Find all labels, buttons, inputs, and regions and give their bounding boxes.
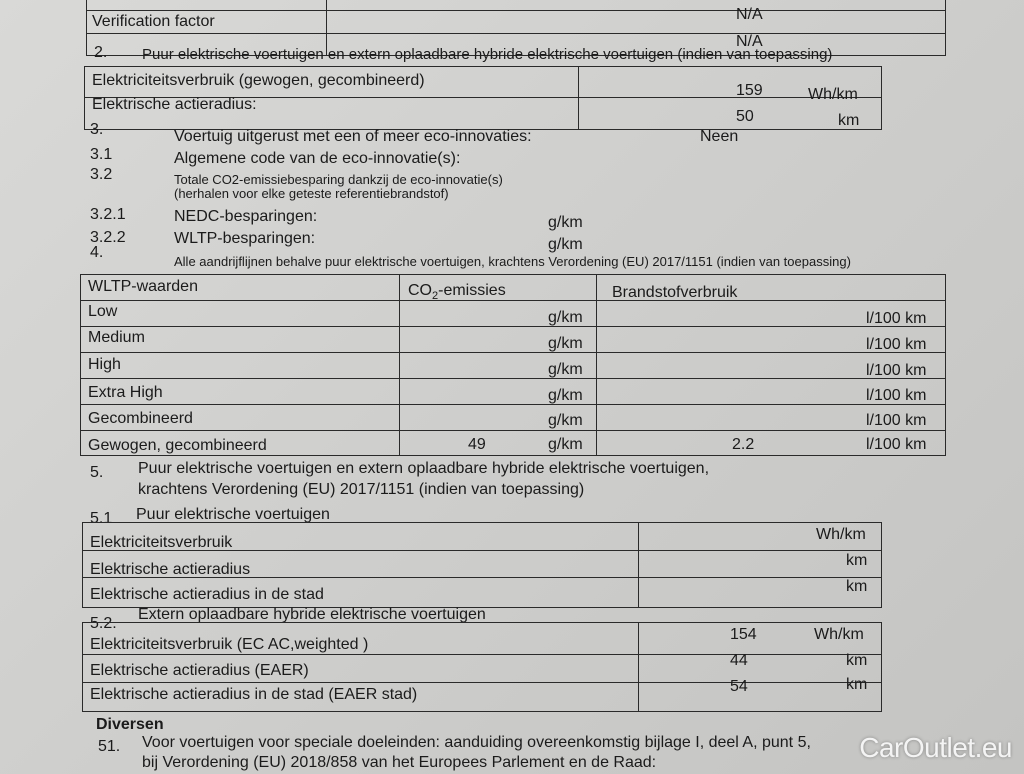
wltp-row-label: Gewogen, gecombineerd bbox=[88, 437, 267, 454]
section2-col-divider bbox=[578, 66, 579, 130]
section3-2-1-number: 3.2.1 bbox=[90, 206, 126, 223]
section5-1-heading: Puur elektrische voertuigen bbox=[136, 506, 330, 523]
phev-row-value: 54 bbox=[730, 678, 748, 695]
wltp-header-co2-sub: 2 bbox=[432, 290, 439, 303]
wltp-row-rule bbox=[80, 300, 946, 301]
wltp-row-co2-unit: g/km bbox=[548, 436, 583, 453]
pure-ev-row-label: Elektriciteitsverbruik bbox=[90, 534, 233, 551]
wltp-row-co2-unit: g/km bbox=[548, 361, 583, 378]
wltp-table-frame bbox=[80, 274, 946, 456]
top-table-row2-value: N/A bbox=[736, 33, 763, 50]
phev-row-unit: km bbox=[846, 652, 868, 669]
section3-2-1-unit: g/km bbox=[548, 214, 583, 231]
section4-heading: Alle aandrijflijnen behalve puur elektrische voertuigen, krachtens Verordening (EU) 2017/1151 (indien van toepassing) bbox=[174, 254, 851, 269]
wltp-header-co2 bbox=[408, 282, 506, 302]
pure-ev-row-unit: Wh/km bbox=[816, 526, 866, 543]
phev-row-unit: Wh/km bbox=[814, 626, 864, 643]
wltp-row-label: Gecombineerd bbox=[88, 410, 193, 427]
section2-row-label: Elektriciteitsverbruik (gewogen, gecombineerd) bbox=[92, 72, 425, 89]
section3-2-text2: (herhalen voor elke geteste referentiebrandstof) bbox=[174, 186, 449, 201]
verification-factor-label: Verification factor bbox=[92, 13, 215, 30]
wltp-row-co2-unit: g/km bbox=[548, 309, 583, 326]
section3-2-number: 3.2 bbox=[90, 166, 113, 183]
phev-row-label: Elektriciteitsverbruik (EC AC,weighted ) bbox=[90, 636, 369, 653]
diversen-heading: Diversen bbox=[96, 716, 164, 733]
wltp-col-divider bbox=[596, 274, 597, 456]
section3-2-2-text: WLTP-besparingen: bbox=[174, 230, 316, 247]
phev-row-rule bbox=[82, 682, 882, 683]
section2-row-label: Elektrische actieradius: bbox=[92, 96, 257, 113]
pure-ev-row-unit: km bbox=[846, 552, 868, 569]
phev-row-unit: km bbox=[846, 676, 868, 693]
pure-ev-col-divider bbox=[638, 522, 639, 608]
section2-row-value: 159 bbox=[736, 82, 763, 99]
wltp-col-divider bbox=[399, 274, 400, 456]
pure-ev-row-label: Elektrische actieradius in de stad bbox=[90, 586, 324, 603]
section3-2-1-text: NEDC-besparingen: bbox=[174, 208, 318, 225]
phev-row-label: Elektrische actieradius in de stad (EAER stad) bbox=[90, 686, 418, 703]
pure-ev-row-label: Elektrische actieradius bbox=[90, 561, 251, 578]
section5-line2: krachtens Verordening (EU) 2017/1151 (indien van toepassing) bbox=[138, 481, 585, 498]
wltp-row-fuel-unit: l/100 km bbox=[866, 362, 927, 379]
top-table-rule bbox=[86, 10, 946, 11]
section2-row-unit: km bbox=[838, 112, 860, 129]
caroutlet-watermark: CarOutlet.eu bbox=[859, 732, 1012, 763]
wltp-header-co2-rest: -emissies bbox=[438, 282, 506, 299]
section5-2-number: 5.2. bbox=[90, 615, 117, 632]
wltp-row-co2-unit: g/km bbox=[548, 412, 583, 429]
section2-row-value: 50 bbox=[736, 108, 754, 125]
wltp-row-rule bbox=[80, 378, 946, 379]
wltp-row-fuel-unit: l/100 km bbox=[866, 336, 927, 353]
wltp-row-fuel-unit: l/100 km bbox=[866, 436, 927, 453]
verification-factor-value: N/A bbox=[736, 6, 763, 23]
wltp-row-co2-unit: g/km bbox=[548, 387, 583, 404]
item-51-line2: bij Verordening (EU) 2018/858 van het Europees Parlement en de Raad: bbox=[142, 754, 657, 771]
wltp-row-rule bbox=[80, 326, 946, 327]
pure-ev-row-unit: km bbox=[846, 578, 868, 595]
section3-text: Voertuig uitgerust met een of meer eco-innovaties: bbox=[174, 128, 532, 145]
wltp-row-fuel-unit: l/100 km bbox=[866, 310, 927, 327]
wltp-row-fuel-value: 2.2 bbox=[732, 436, 755, 453]
top-table-rule bbox=[86, 33, 946, 34]
section5-2-heading: Extern oplaadbare hybride elektrische voertuigen bbox=[138, 606, 486, 623]
wltp-header-fuel: Brandstofverbruik bbox=[612, 284, 738, 301]
wltp-row-label: Low bbox=[88, 303, 118, 320]
section4-number: 4. bbox=[90, 244, 104, 261]
phev-row-value: 44 bbox=[730, 652, 748, 669]
wltp-row-fuel-unit: l/100 km bbox=[866, 387, 927, 404]
wltp-row-fuel-unit: l/100 km bbox=[866, 412, 927, 429]
wltp-row-label: Extra High bbox=[88, 384, 163, 401]
section2-heading: Puur elektrische voertuigen en extern oplaadbare hybride elektrische voertuigen (indien van toepassing) bbox=[142, 46, 833, 63]
wltp-header-co2-main: CO bbox=[408, 282, 432, 299]
phev-row-label: Elektrische actieradius (EAER) bbox=[90, 662, 309, 679]
section2-row-unit: Wh/km bbox=[808, 86, 858, 103]
wltp-row-rule bbox=[80, 404, 946, 405]
phev-row-rule bbox=[82, 654, 882, 655]
phev-col-divider bbox=[638, 622, 639, 712]
section3-eco-value: Neen bbox=[700, 128, 739, 145]
wltp-row-rule bbox=[80, 352, 946, 353]
item-51-line1: Voor voertuigen voor speciale doeleinden: aanduiding overeenkomstig bijlage I, deel A, punt 5, bbox=[142, 734, 811, 751]
wltp-row-co2-unit: g/km bbox=[548, 335, 583, 352]
wltp-row-label: High bbox=[88, 356, 121, 373]
wltp-row-co2-value: 49 bbox=[468, 436, 486, 453]
section5-1-number: 5.1 bbox=[90, 510, 113, 527]
section3-2-text: Totale CO2-emissiebesparing dankzij de eco-innovatie(s) bbox=[174, 172, 503, 187]
section3-1-number: 3.1 bbox=[90, 146, 113, 163]
section2-number: 2. bbox=[94, 44, 108, 61]
wltp-row-label: Medium bbox=[88, 329, 145, 346]
section3-2-2-number: 3.2.2 bbox=[90, 229, 126, 246]
section3-2-2-unit: g/km bbox=[548, 236, 583, 253]
phev-row-value: 154 bbox=[730, 626, 757, 643]
section5-line1: Puur elektrische voertuigen en extern oplaadbare hybride elektrische voertuigen, bbox=[138, 460, 710, 477]
section3-1-text: Algemene code van de eco-innovatie(s): bbox=[174, 150, 461, 167]
section5-number: 5. bbox=[90, 464, 104, 481]
section3-number: 3. bbox=[90, 121, 104, 138]
wltp-row-rule bbox=[80, 430, 946, 431]
wltp-header-waarden: WLTP-waarden bbox=[88, 278, 198, 295]
item-51-number: 51. bbox=[98, 738, 121, 755]
